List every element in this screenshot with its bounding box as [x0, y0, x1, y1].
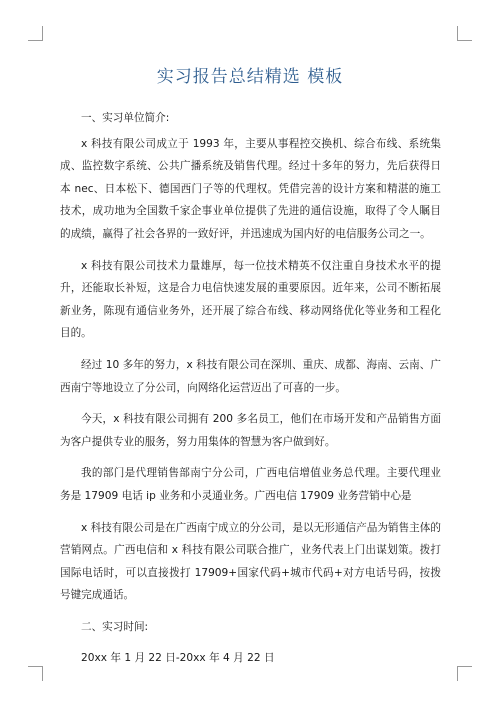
section-heading-internship-time: 二、实习时间:	[81, 620, 149, 633]
paragraph-branch-description: x 科技有限公司是在广西南宁成立的分公司，是以无形通信产品为销售主体的营销网点。广西电信和 x 科技有限公司联合推广，业务代表上门出谋划策。拨打国际电话时，可以直接拨打 17909+国家代码+城市代码+对方电话号码，按拨号键完成通话。	[60, 521, 441, 602]
internship-period: 20xx 年 1 月 22 日-20xx 年 4 月 22 日	[81, 652, 275, 665]
section-heading-company-intro: 一、实习单位简介:	[81, 112, 170, 124]
paragraph-branch-offices: 经过 10 多年的努力，x 科技有限公司在深圳、重庆、成都、海南、云南、广西南宁等地设立了分公司，向网络化运营迈出了可喜的一步。	[60, 358, 441, 394]
document-body	[60, 107, 441, 670]
paragraph-my-department: 我的部门是代理销售部南宁分公司，广西电信增值业务总代理。主要代理业务是 17909 电话 ip 业务和小灵通业务。广西电信 17909 业务营销中心是	[60, 467, 441, 502]
document-title: 实习报告总结精选 模板	[156, 67, 344, 87]
crop-mark-top-left	[28, 26, 43, 41]
paragraph-company-overview: x 科技有限公司成立于 1993 年，主要从事程控交换机、综合布线、系统集成、监控数字系统、公共广播系统及销售代理。经过十多年的努力，先后获得日本 nec、日本松下、德国西门子等的代理权。凭借完善的设计方案和精湛的施工技术，成功地为全国数千家企事业单位提供了先进的通信设施，取得了令人瞩目的成绩，赢得了社会各界的一致好评，并迅速成为国内好的电信服务公司之一。	[60, 137, 441, 240]
paragraph-technical-strength: x 科技有限公司技术力量雄厚，每一位技术精英不仅注重自身技术水平的提升，还能取长补短，这是合力电信快速发展的重要原因。近年来，公司不断拓展新业务，陈现有通信业务外，还开展了综合布线、移动网络优化等业务和工程化目的。	[60, 259, 441, 340]
crop-mark-bottom-right	[457, 666, 472, 681]
crop-mark-bottom-left	[28, 666, 43, 681]
paragraph-staff: 今天，x 科技有限公司拥有 200 多名员工，他们在市场开发和产品销售方面为客户提供专业的服务，努力用集体的智慧为客户做到好。	[60, 413, 441, 448]
crop-mark-top-right	[457, 26, 472, 41]
